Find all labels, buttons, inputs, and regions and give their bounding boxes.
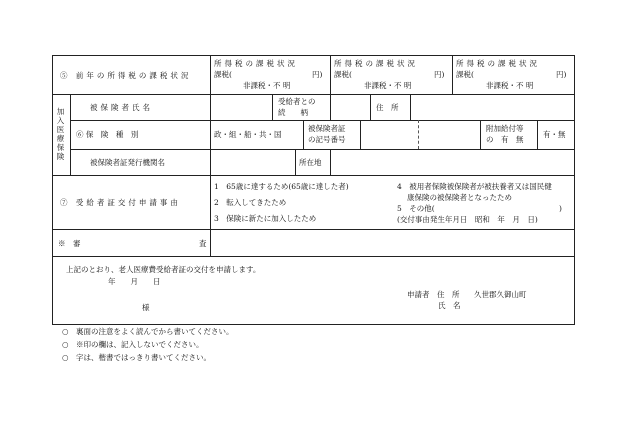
benefit-label-2: の 有 無 [486,135,524,144]
note-1: ○ 裏面の注意をよく読んでから書いてください。 [62,327,234,336]
note-2: ○ ※印の欄は、記入しないでください。 [62,340,204,349]
reason-3: 3 保険に新たに加入したため [214,214,317,223]
applicant-address-value: 久世郡久御山町 [474,290,527,299]
relation-label-1: 受給者との [278,97,316,106]
insured-name-label: 被保険者氏名 [90,103,153,112]
form-page: ⑤ 前年の所得税の課税状況 所得税の課税状況 課税( 円) 非課税・不 明 所得税の課税状況 課税( 円) 非課税・不 明 所得税の課税状況 課税( 円) 非課税・不 明 加入医療保険 被保険者氏名 受給者との 続 柄 住 所 ⑥ 保 険 種 別 政・組・船・共・国 被保険者証 の記号番号 附加給付等 の 有 無 有・無 被保険者証発行機関名 所在地 ⑦ 受給者証交付申請事由 1 65歳に達するため(65歳に達した者) 2 転入してきたため 3 保険に新たに加入したため 4 被用者保険被保険者が被扶養者又は国民健 康保険の被保険者となったため 5 その他( ) (交付事由発生年月日 昭和 年 月 日) ※ 審 査 上記のとおり、老人医療費受給者証の交付を申請します。 年 月 日 様 申請者 住 所 久世郡久御山町 氏 名 ○ 裏面の注意をよく読んでから書いてください。 ○ ※印の欄は、記入しないでください。 ○ 字は、楷書ではっきり書いてください。 [0,0,630,439]
reason-date: (交付事由発生年月日 昭和 年 月 日) [397,215,538,224]
review-label-end: 査 [199,239,207,248]
application-date: 年 月 日 [108,277,161,286]
reason-4-line-2: 康保険の被保険者となったため [407,193,512,202]
cert-number-label-2: の記号番号 [308,135,346,144]
reason-1: 1 65歳に達するため(65歳に達した者) [214,182,349,191]
reason-5: 5 その他( [397,204,435,213]
review-label: ※ 審 [58,239,81,248]
applicant-name-label: 氏 名 [438,301,461,310]
insurance-type-label: ⑥ 保 険 種 別 [76,130,139,139]
application-reason-label: ⑦ 受給者証交付申請事由 [60,198,181,207]
issuer-location-label: 所在地 [299,158,322,167]
cert-number-label-1: 被保険者証 [308,124,346,133]
reason-2: 2 転入してきたため [214,198,287,207]
benefit-label-1: 附加給付等 [486,124,524,133]
insurance-side-label: 加入医療保険 [56,107,65,161]
applicant-address-label: 申請者 住 所 [407,290,460,299]
relation-label-2: 続 柄 [278,108,308,117]
benefit-options: 有・無 [543,130,566,139]
reason-4-line-1: 4 被用者保険被保険者が被扶養者又は国民健 [397,182,552,191]
reason-5-close: ) [559,204,562,213]
cert-issuer-label: 被保険者証発行機関名 [90,158,165,167]
application-statement: 上記のとおり、老人医療費受給者証の交付を申請します。 [66,265,261,274]
insurance-type-options: 政・組・船・共・国 [214,130,282,139]
prior-year-tax-label: ⑤ 前年の所得税の課税状況 [60,71,192,80]
note-3: ○ 字は、楷書ではっきり書いてください。 [62,353,212,362]
address-label: 住 所 [376,103,399,112]
recipient-honorific: 様 [142,303,150,312]
